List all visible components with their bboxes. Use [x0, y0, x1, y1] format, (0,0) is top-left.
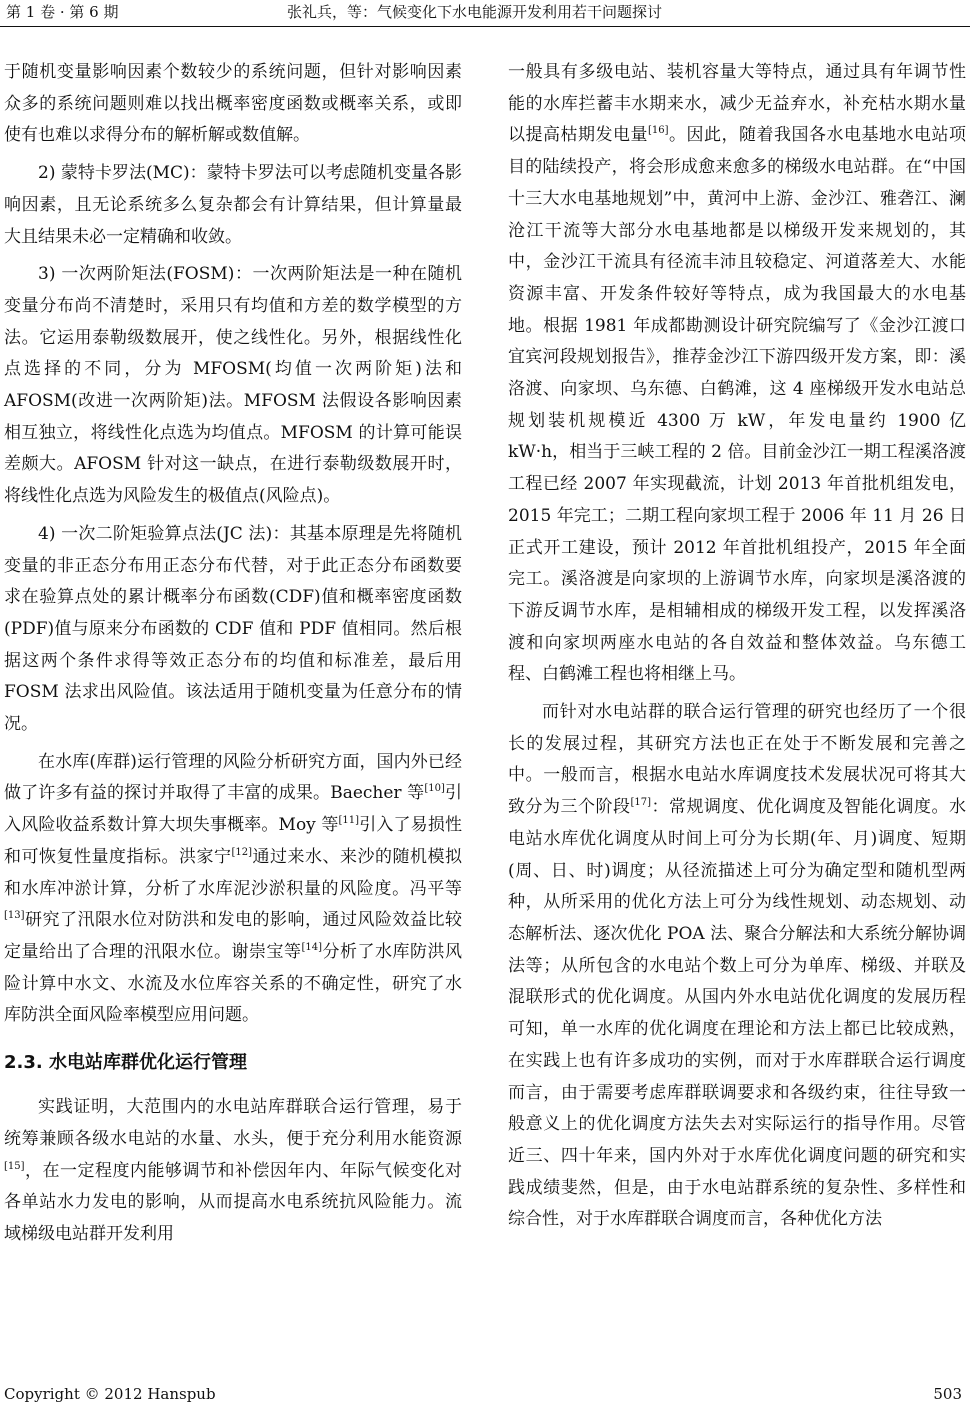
- copyright-notice: Copyright © 2012 Hanspub: [4, 1385, 216, 1403]
- paragraph-cascade-operation: 实践证明，大范围内的水电站库群联合运行管理，易于统筹兼顾各级水电站的水量、水头，便于充分利用水能资源[15]，在一定程度内能够调节和补偿因年内、年际气候变化对各单站水力发电的影响，从而提高水电系统抗风险能力。流域梯级电站群开发利用: [4, 1097, 462, 1244]
- citation-ref[interactable]: [15]: [4, 1160, 25, 1172]
- running-title: 张礼兵，等：气候变化下水电能源开发利用若干问题探讨: [287, 3, 663, 21]
- running-header: [0, 0, 970, 28]
- citation-ref[interactable]: [10]: [424, 783, 445, 795]
- paragraph-monte-carlo: 2) 蒙特卡罗法(MC)：蒙特卡罗法可以考虑随机变量各影响因素，且无论系统多么复杂都会有计算结果，但计算量最大且结果未必一定精确和收敛。: [4, 163, 462, 247]
- citation-ref[interactable]: [16]: [648, 125, 669, 137]
- paragraph-joint-operation: 而针对水电站群的联合运行管理的研究也经历了一个很长的发展过程，其研究方法也正在处于不断发展和完善之中。一般而言，根据水电站水库调度技术发展状况可将其大致分为三个阶段[17]：常规调度、优化调度及智能化调度。水电站水库优化调度从时间上可分为长期(年、月)调度、短期(周、日、时)调度；从径流描述上可分为确定型和随机型两种，从所采用的优化方法上可分为线性规划、动态规划、动态解析法、逐次优化 POA 法、聚合分解法和大系统分解协调法等；从所包含的水电站个数上可分为单库、梯级、并联及混联形式的优化调度。从国内外水电站优化调度的发展历程可知，单一水库的优化调度在理论和方法上都已比较成熟，在实践上也有许多成功的实例，而对于水库群联合运行调度而言，由于需要考虑库群联调要求和各级约束，往往导致一般意义上的优化调度方法失去对实际运行的指导作用。尽管近三、四十年来，国内外对于水库优化调度问题的研究和实践成绩斐然，但是，由于水电站群系统的复杂性、多样性和综合性，对于水库群联合调度而言，各种优化方法: [508, 702, 967, 1230]
- page-number: 503: [933, 1385, 962, 1403]
- citation-ref[interactable]: [17]: [630, 797, 652, 809]
- header-rule: [0, 26, 970, 27]
- paragraph-fosm: 3) 一次两阶矩法(FOSM)：一次两阶矩法是一种在随机变量分布尚不清楚时，采用只有均值和方差的数学模型的方法。它运用泰勒级数展开，使之线性化。另外，根据线性化点选择的不同，分为 MFOSM(均值一次两阶矩)法和 AFOSM(改进一次两阶矩)法。MFOSM 法假设各影响因素相互独立，将线性化点选为均值点。MFOSM 的计算可能误差颇大。AFOSM 针对这一缺点，在进行泰勒级数展开时，将线性化点选为风险发生的极值点(风险点)。: [4, 264, 462, 507]
- paragraph-risk-analysis: 在水库(库群)运行管理的风险分析研究方面，国内外已经做了许多有益的探讨并取得了丰富的成果。Baecher 等[10]引入风险收益系数计算大坝失事概率。Moy 等[11]引入了易损性和可恢复性量度指标。洪家宁[12]通过来水、来沙的随机模拟和水库冲淤计算，分析了水库泥沙淤积量的风险度。冯平等[13]研究了汛限水位对防洪和发电的影响，通过风险效益比较定量给出了合理的汛限水位。谢崇宝等[14]分析了水库防洪风险计算中水文、水流及水位库容关系的不确定性，研究了水库防洪全面风险率模型应用问题。: [4, 751, 463, 1026]
- citation-ref[interactable]: [13]: [4, 910, 25, 922]
- paragraph-continued: 一般具有多级电站、装机容量大等特点，通过具有年调节性能的水库拦蓄丰水期来水，减少无益弃水，补充枯水期水量以提高枯期发电量[16]。因此，随着我国各水电基地水电站项目的陆续投产，将会形成愈来愈多的梯级水电站群。在“中国十三大水电基地规划”中，黄河中上游、金沙江、雅砻江、澜沧江干流等大部分水电基地都是以梯级开发来规划的，其中，金沙江干流具有径流丰沛且较稳定、河道落差大、水能资源丰富、开发条件较好等特点，成为我国最大的水电基地。根据 1981 年成都勘测设计研究院编写了《金沙江渡口宜宾河段规划报告》，推荐金沙江下游四级开发方案，即：溪洛渡、向家坝、乌东德、白鹤滩，这 4 座梯级开发水电站总规划装机规模近 4300 万 kW，年发电量约 1900 亿 kW·h，相当于三峡工程的 2 倍。目前金沙江一期工程溪洛渡工程已经 2007 年实现截流，计划 2013 年首批机组发电，2015 年完工；二期工程向家坝工程于 2006 年 11 月 26 日正式开工建设，预计 2012 年首批机组投产，2015 年全面完工。溪洛渡是向家坝的上游调节水库，向家坝是溪洛渡的下游反调节水库，是相辅相成的梯级开发工程，以发挥溪洛渡和向家坝两座水电站的各自效益和整体效益。乌东德工程、白鹤滩工程也将相继上马。: [508, 62, 967, 685]
- paragraph-jc-method: 4) 一次二阶矩验算点法(JC 法)：其基本原理是先将随机变量的非正态分布用正态分布代替，对于此正态分布函数要求在验算点处的累计概率分布函数(CDF)值和概率密度函数(PDF)值与原来分布函数的 CDF 值和 PDF 值相同。然后根据这两个条件求得等效正态分布的均值和标准差，最后用 FOSM 法求出风险值。该法适用于随机变量为任意分布的情况。: [4, 523, 462, 735]
- citation-ref[interactable]: [14]: [301, 941, 323, 953]
- section-heading: 2.3. 水电站库群优化运行管理: [4, 1052, 247, 1074]
- right-column: [508, 57, 966, 1236]
- paragraph-continued: 于随机变量影响因素个数较少的系统问题，但针对影响因素众多的系统问题则难以找出概率密度函数或概率关系，或即使有也难以求得分布的解析解或数值解。: [4, 62, 462, 146]
- citation-ref[interactable]: [11]: [338, 815, 360, 827]
- journal-issue: 第 1 卷 · 第 6 期: [6, 3, 119, 21]
- left-column: [4, 57, 462, 1251]
- citation-ref[interactable]: [12]: [231, 846, 253, 858]
